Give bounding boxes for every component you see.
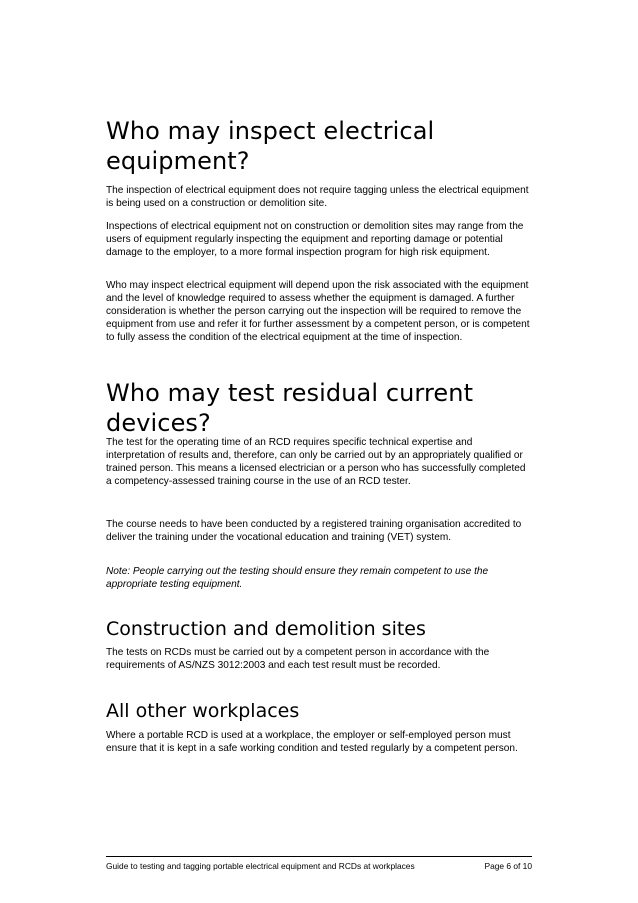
subheading-other-workplaces: All other workplaces <box>106 700 300 722</box>
paragraph: The test for the operating time of an RCD requires specific technical expertise and interpretation of results and, therefore, can only be carried out by an appropriately qualified or trained person. This means a licensed electrician or a person who has successfully completed a competency-assessed training course in the use of an RCD tester. <box>106 437 526 487</box>
section-heading-inspect-equipment: Who may inspect electrical equipment? <box>106 117 435 175</box>
paragraph: The course needs to have been conducted by a registered training organisation accredited to deliver the training under the vocational education and training (VET) system. <box>106 519 522 543</box>
subheading-construction-sites: Construction and demolition sites <box>106 618 426 640</box>
paragraph: The tests on RCDs must be carried out by a competent person in accordance with the requirements of AS/NZS 3012:2003 and each test result must be recorded. <box>106 647 490 671</box>
footer-divider <box>106 856 532 857</box>
note-paragraph: Note: People carrying out the testing should ensure they remain competent to use the appropriate testing equipment. <box>106 566 489 590</box>
paragraph: Where a portable RCD is used at a workplace, the employer or self-employed person must ensure that it is kept in a safe working condition and tested regularly by a competent person. <box>106 730 518 754</box>
footer-document-title: Guide to testing and tagging portable electrical equipment and RCDs at workplaces <box>106 861 415 871</box>
paragraph: The inspection of electrical equipment does not require tagging unless the electrical equipment is being used on a construction or demolition site. <box>106 185 529 209</box>
footer-page-number: Page 6 of 10 <box>484 861 532 871</box>
section-heading-test-rcds: Who may test residual current devices? <box>106 379 474 437</box>
paragraph: Who may inspect electrical equipment will depend upon the risk associated with the equipment and the level of knowledge required to assess whether the equipment is damaged. A further consideration is whether the person carrying out the inspection will be required to remove the equipment from use and refer it for further assessment by a competent person, or is competent to fully assess the condition of the electrical equipment at the time of inspection. <box>106 280 530 343</box>
paragraph: Inspections of electrical equipment not on construction or demolition sites may range from the users of equipment regularly inspecting the equipment and reporting damage or potential damage to the employer, to a more formal inspection program for high risk equipment. <box>106 221 524 258</box>
document-page <box>106 0 532 903</box>
